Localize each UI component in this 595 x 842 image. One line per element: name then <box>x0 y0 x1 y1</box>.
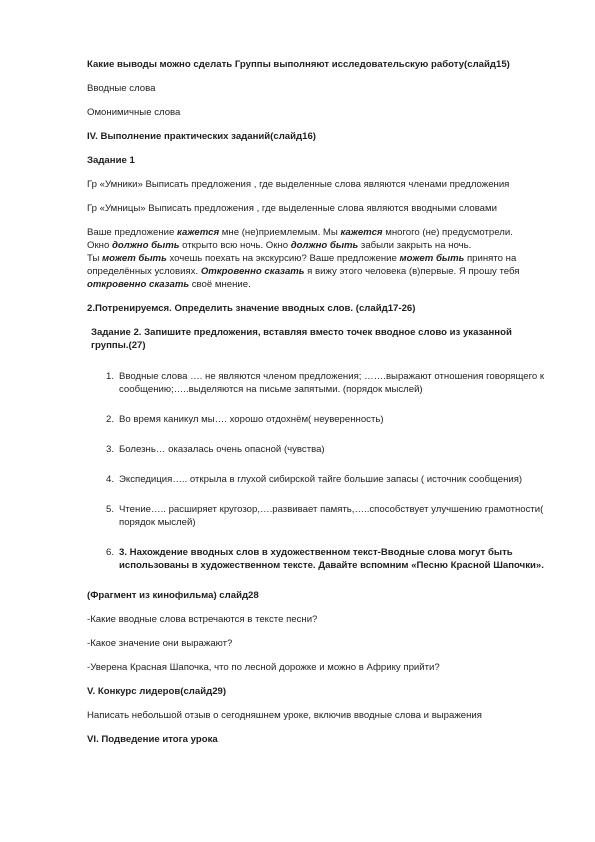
example-text: Ваше предложение <box>87 227 178 238</box>
heading-section-vi: VI. Подведение итога урока <box>87 734 218 745</box>
heading-conclusions: Какие выводы можно сделать Группы выполняют исследовательскую работу(слайд15) <box>87 59 510 70</box>
list-item-number: 5. <box>106 504 115 515</box>
text-group-umniki: Гр «Умники» Выписать предложения , где выделенные слова являются членами предложения <box>87 179 510 190</box>
highlighted-word: должно быть <box>111 240 180 251</box>
list-item-text: Болезнь… оказалась очень опасной (чувства) <box>119 444 325 455</box>
list-item-text: Чтение….. расширяет кругозор,….развивает память,…..способствует улучшению грамотности( порядок мыслей) <box>119 504 544 528</box>
highlighted-word: может быть <box>399 253 465 264</box>
highlighted-word: может быть <box>102 253 167 264</box>
list-item-text: Экспедиция….. открыла в глухой сибирской тайге большие запасы ( источник сообщения) <box>119 474 523 485</box>
text-introductory-words: Вводные слова <box>87 83 156 94</box>
heading-section-v: V. Конкурс лидеров(слайд29) <box>87 686 227 697</box>
list-item-text: 3. Нахождение вводных слов в художественном текст-Вводные слова могут быть использованы в художественном тексте. Давайте вспомним «Песню Красной Шапочки». <box>119 547 544 571</box>
example-text: забыли закрыть на ночь. <box>358 240 472 251</box>
example-text: принято на определённых условиях. <box>87 253 517 277</box>
list-item <box>87 546 545 572</box>
list-item <box>87 413 545 426</box>
list-item-number: 4. <box>106 474 115 485</box>
example-text: своё мнение. <box>189 279 251 290</box>
highlighted-word: кажется <box>177 227 220 238</box>
example-text: хочешь поехать на экскурсию? Ваше предложение <box>166 253 400 264</box>
example-text: мне (не)приемлемым. Мы <box>219 227 341 238</box>
list-item <box>87 473 545 486</box>
highlighted-word: Откровенно сказать <box>200 266 305 277</box>
highlighted-word: откровенно сказать <box>87 279 190 290</box>
list-item <box>87 443 545 456</box>
text-homonymous-words: Омонимичные слова <box>87 107 181 118</box>
heading-film-fragment: (Фрагмент из кинофильма) слайд28 <box>87 590 259 601</box>
question-2: -Какое значение они выражают? <box>87 638 233 649</box>
list-item-text: Во время каникул мы…. хорошо отдохнём( неуверенность) <box>119 414 384 425</box>
list-item-number: 3. <box>106 444 115 455</box>
list-item-text: Вводные слова …. не являются членом предложения; …….выражают отношения говорящего к сообщению;…..выделяются на письме запятыми. (порядок мыслей) <box>119 371 545 395</box>
example-text: открыто всю ночь. Окно <box>179 240 291 251</box>
example-sentences <box>87 226 545 291</box>
list-item-number: 1. <box>106 371 115 382</box>
highlighted-word: должно быть <box>290 240 359 251</box>
example-text: я вижу этого человека (в)первые. Я прошу тебя <box>304 266 520 277</box>
list-item <box>87 503 545 529</box>
highlighted-word: кажется <box>340 227 383 238</box>
example-text: Окно <box>87 240 112 251</box>
question-1: -Какие вводные слова встречаются в тексте песни? <box>87 614 318 625</box>
heading-task-1: Задание 1 <box>87 155 135 166</box>
list-item-number: 6. <box>106 547 115 558</box>
example-text: Ты <box>87 253 102 264</box>
heading-section-iv: IV. Выполнение практических заданий(слайд16) <box>87 131 316 142</box>
task-list <box>87 370 545 572</box>
text-group-umnitsy: Гр «Умницы» Выписать предложения , где выделенные слова являются вводными словами <box>87 203 497 214</box>
list-item <box>87 370 545 396</box>
heading-practice: 2.Потренируемся. Определить значение вводных слов. (слайд17-26) <box>87 303 416 314</box>
example-text: многого (не) предусмотрели. <box>382 227 513 238</box>
heading-task-2: Задание 2. Запишите предложения, вставляя вместо точек вводное слово из указанной группы.(27) <box>91 327 512 351</box>
text-review-task: Написать небольшой отзыв о сегодняшнем уроке, включив вводные слова и выражения <box>87 710 482 721</box>
question-3: -Уверена Красная Шапочка, что по лесной дорожке и можно в Африку прийти? <box>87 662 440 673</box>
list-item-number: 2. <box>106 414 115 425</box>
